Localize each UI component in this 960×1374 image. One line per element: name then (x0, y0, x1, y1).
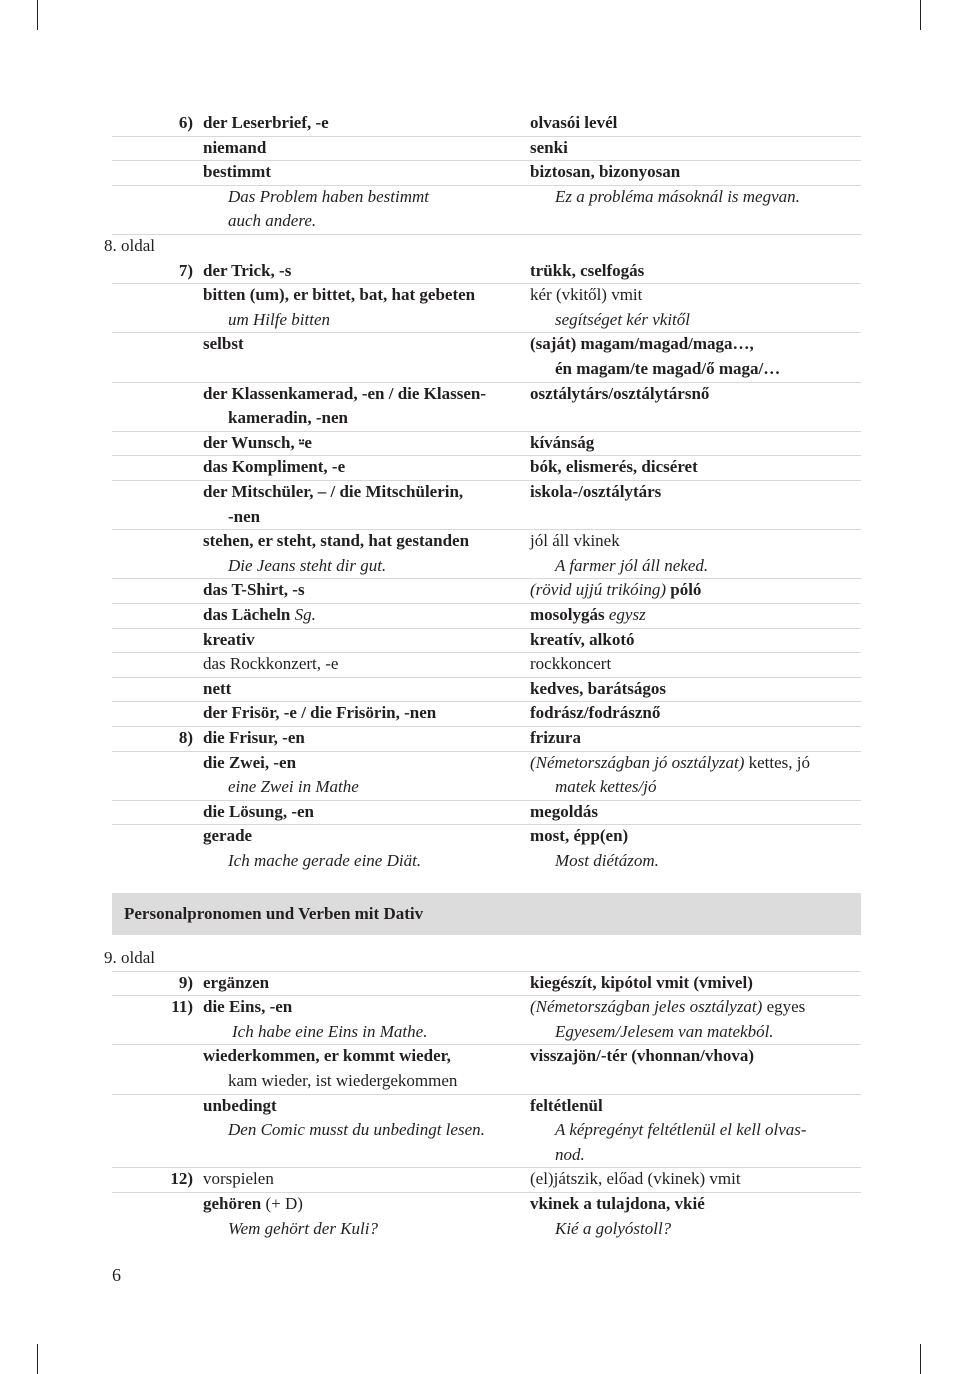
german-example: Das Problem haben bestimmt (228, 186, 429, 206)
hungarian-translation: vkinek a tulajdona, vkié (530, 1194, 705, 1213)
german-example: Die Jeans steht dir gut. (228, 555, 387, 575)
vocab-row (112, 554, 861, 580)
page-reference-row (104, 234, 861, 259)
hungarian-note: egysz (604, 605, 646, 624)
exercise-number: 7) (178, 260, 193, 280)
german-term: nett (203, 678, 232, 698)
hungarian-term: kettes, jó (744, 752, 811, 772)
vocab-row (112, 1143, 861, 1169)
hungarian-translation: olvasói levél (530, 113, 618, 132)
vocab-row (112, 283, 861, 308)
german-example: Wem gehört der Kuli? (228, 1218, 379, 1238)
hungarian-translation (530, 995, 805, 1020)
hungarian-example: nod. (555, 1144, 585, 1164)
german-example: Den Comic musst du unbedingt lesen. (228, 1120, 485, 1140)
vocab-row (112, 111, 861, 137)
hungarian-translation: iskola-/osztálytárs (530, 482, 662, 501)
hungarian-translation: osztálytárs/osztálytársnő (530, 383, 710, 403)
vocab-row (112, 382, 861, 407)
exercise-number: 8) (178, 728, 193, 747)
vocab-row (112, 259, 861, 285)
vocab-row (112, 1192, 861, 1217)
german-term: das Rockkonzert, -e (203, 654, 339, 674)
german-word: gehören (203, 1194, 262, 1213)
hungarian-translation: frizura (530, 728, 581, 747)
exercise-number: 6) (178, 113, 193, 132)
german-term: der Klassenkamerad, -en / die Klassen- (203, 383, 487, 403)
german-term: stehen, er steht, stand, hat gestanden (203, 531, 470, 551)
german-term: kam wieder, ist wiedergekommen (228, 1071, 458, 1090)
german-term: die Eins, -en (203, 997, 293, 1017)
vocab-row (112, 1044, 861, 1069)
german-example: Ich mache gerade eine Diät. (228, 851, 422, 870)
vocab-row (112, 1167, 861, 1193)
hungarian-term: mosolygás (530, 605, 605, 624)
german-term: die Zwei, -en (203, 752, 297, 772)
hungarian-translation: kiegészít, kipótol vmit (vmivel) (530, 972, 753, 992)
hungarian-example: A képregényt feltétlenül el kell olvas- (555, 1120, 807, 1140)
hungarian-translation: senki (530, 137, 568, 157)
vocab-row (112, 1118, 861, 1143)
page-reference: 8. oldal (104, 236, 155, 255)
german-term: kreativ (203, 629, 255, 649)
hungarian-note: (rövid ujjú trikóing) (530, 580, 666, 600)
hungarian-translation: feltétlenül (530, 1095, 603, 1115)
vocab-row (112, 431, 861, 457)
german-term: unbedingt (203, 1095, 277, 1115)
vocab-row (112, 160, 861, 186)
vocab-row (112, 995, 861, 1020)
vocab-row (112, 1069, 861, 1095)
german-term: -nen (228, 506, 261, 526)
hungarian-translation: biztosan, bizonyosan (530, 162, 681, 182)
hungarian-translation: fodrász/fodrásznő (530, 703, 661, 723)
hungarian-example: matek kettes/jó (555, 777, 657, 797)
section-header (112, 893, 861, 935)
vocab-row (112, 136, 861, 162)
german-term: der Leserbrief, -e (203, 113, 329, 132)
hungarian-translation: megoldás (530, 801, 598, 821)
vocab-row (112, 824, 861, 849)
german-note: Sg. (290, 605, 316, 624)
hungarian-example: segítséget kér vkitől (555, 309, 691, 329)
hungarian-translation: kedves, barátságos (530, 678, 667, 698)
german-term: der Frisör, -e / die Frisörin, -nen (203, 703, 437, 723)
hungarian-translation: visszajön/-tér (vhonnan/vhova) (530, 1046, 755, 1066)
vocab-row (112, 775, 861, 801)
hungarian-term: póló (665, 580, 702, 600)
vocab-row (112, 209, 861, 235)
vocab-row (112, 603, 861, 629)
german-term: wiederkommen, er kommt wieder, (203, 1046, 451, 1066)
vocab-row (112, 800, 861, 826)
vocab-row (112, 1094, 861, 1119)
hungarian-term: egyes (762, 997, 806, 1017)
page-reference-row (104, 946, 861, 972)
german-term: das Kompliment, -e (203, 457, 346, 477)
hungarian-example: Egyesem/Jelesem van matekból. (555, 1021, 774, 1041)
vocab-row (112, 406, 861, 432)
german-term (203, 603, 316, 628)
hungarian-translation (530, 751, 810, 776)
german-note: (+ D) (261, 1194, 303, 1213)
hungarian-translation (530, 603, 646, 628)
german-term: der Trick, -s (203, 260, 292, 280)
vocab-row (112, 701, 861, 727)
german-term: niemand (203, 137, 267, 157)
exercise-number: 12) (170, 1169, 193, 1189)
german-example: auch andere. (228, 211, 317, 231)
hungarian-translation: (el)játszik, előad (vkinek) vmit (530, 1169, 741, 1189)
vocab-row (112, 480, 861, 505)
german-term: gerade (203, 826, 253, 846)
crop-mark (37, 1344, 38, 1374)
vocab-row (112, 308, 861, 334)
german-term: die Frisur, -en (203, 728, 305, 747)
hungarian-translation: bók, elismerés, dicséret (530, 457, 698, 477)
german-term: ergänzen (203, 972, 270, 992)
german-term: das T-Shirt, -s (203, 580, 305, 600)
vocab-row (112, 628, 861, 654)
vocab-row (112, 455, 861, 481)
vocab-row (112, 971, 861, 997)
hungarian-translation: (saját) magam/magad/maga…, (530, 334, 754, 354)
hungarian-translation: kívánság (530, 432, 595, 452)
german-term (203, 1192, 303, 1217)
vocab-row (112, 529, 861, 554)
vocab-row (112, 578, 861, 604)
hungarian-translation: rockkoncert (530, 654, 612, 674)
vocab-row (112, 849, 861, 874)
german-term: der Wunsch, ⸚e (203, 432, 312, 452)
hungarian-translation: most, épp(en) (530, 826, 629, 846)
vocab-row (112, 1020, 861, 1046)
german-term: bestimmt (203, 162, 271, 182)
exercise-number: 9) (178, 972, 193, 992)
german-term: der Mitschüler, – / die Mitschülerin, (203, 482, 464, 501)
exercise-number: 11) (171, 997, 193, 1017)
vocab-row (112, 505, 861, 531)
vocab-row (112, 1217, 861, 1242)
crop-mark (920, 0, 921, 30)
german-term: selbst (203, 334, 244, 354)
hungarian-translation: én magam/te magad/ő maga/… (555, 359, 781, 378)
hungarian-translation (530, 578, 701, 603)
hungarian-translation: kreatív, alkotó (530, 629, 635, 649)
german-example: Ich habe eine Eins in Mathe. (232, 1021, 428, 1041)
hungarian-translation: jól áll vkinek (530, 531, 620, 551)
page-number: 6 (112, 1265, 121, 1285)
hungarian-example: Kié a golyóstoll? (555, 1218, 672, 1238)
hungarian-note: (Németországban jó osztályzat) (530, 752, 745, 772)
german-term: bitten (um), er bittet, bat, hat gebeten (203, 285, 476, 305)
vocab-row (112, 185, 861, 210)
hungarian-translation: kér (vkitől) vmit (530, 285, 643, 305)
vocab-row (112, 751, 861, 776)
german-example: um Hilfe bitten (228, 309, 330, 329)
page-reference: 9. oldal (104, 948, 155, 967)
crop-mark (37, 0, 38, 30)
vocab-row (112, 652, 861, 678)
german-term: vorspielen (203, 1169, 274, 1189)
hungarian-note: (Németországban jeles osztályzat) (530, 997, 763, 1017)
hungarian-translation: trükk, cselfogás (530, 260, 645, 280)
hungarian-example: Ez a probléma másoknál is megvan. (555, 186, 800, 206)
vocab-row (112, 357, 861, 383)
german-example: eine Zwei in Mathe (228, 777, 359, 797)
vocab-row (112, 726, 861, 752)
german-word: das Lächeln (203, 605, 291, 624)
hungarian-example: A farmer jól áll neked. (555, 555, 709, 575)
section-title: Personalpronomen und Verben mit Dativ (124, 904, 424, 923)
german-term: kameradin, -nen (228, 408, 348, 428)
crop-mark (920, 1344, 921, 1374)
vocab-row (112, 332, 861, 357)
vocab-row (112, 677, 861, 703)
german-term: die Lösung, -en (203, 801, 314, 821)
hungarian-example: Most diétázom. (555, 851, 659, 870)
